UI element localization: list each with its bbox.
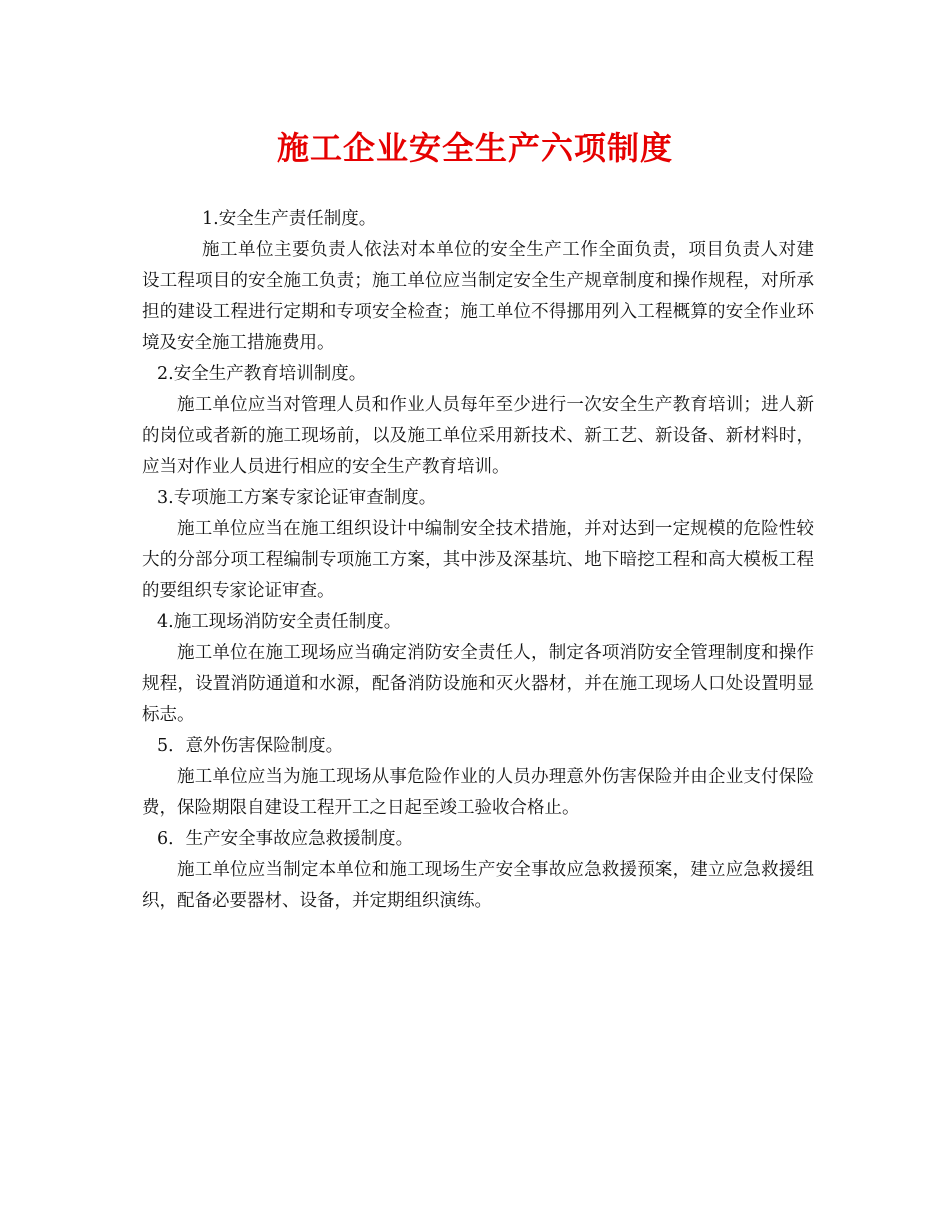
section-heading: 1.安全生产责任制度。 <box>202 209 377 229</box>
section-2 <box>142 359 814 483</box>
section-heading: 5．意外伤害保险制度。 <box>157 736 344 756</box>
section-6 <box>142 824 814 917</box>
section-paragraph: 施工单位应当为施工现场从事危险作业的人员办理意外伤害保险并由企业支付保险费，保险期限自建设工程开工之日起至竣工验收合格止。 <box>142 767 814 818</box>
section-3 <box>142 483 814 607</box>
section-1 <box>142 204 814 359</box>
section-5 <box>142 731 814 824</box>
section-paragraph: 施工单位在施工现场应当确定消防安全责任人，制定各项消防安全管理制度和操作规程，设置消防通道和水源，配备消防设施和灭火器材，并在施工现场人口处设置明显标志。 <box>142 643 814 725</box>
section-paragraph: 施工单位应当在施工组织设计中编制安全技术措施，并对达到一定规模的危险性较大的分部分项工程编制专项施工方案，其中涉及深基坑、地下暗挖工程和高大模板工程的要组织专家论证审查。 <box>142 519 814 601</box>
section-paragraph: 施工单位主要负责人依法对本单位的安全生产工作全面负责，项目负责人对建设工程项目的安全施工负责；施工单位应当制定安全生产规章制度和操作规程，对所承担的建设工程进行定期和专项安全检查；施工单位不得挪用列入工程概算的安全作业环境及安全施工措施费用。 <box>142 240 814 353</box>
section-heading: 4.施工现场消防安全责任制度。 <box>157 612 402 632</box>
section-heading: 6．生产安全事故应急救援制度。 <box>157 829 414 849</box>
section-paragraph: 施工单位应当对管理人员和作业人员每年至少进行一次安全生产教育培训；进人新的岗位或者新的施工现场前，以及施工单位采用新技术、新工艺、新设备、新材料时，应当对作业人员进行相应的安全生产教育培训。 <box>142 395 814 477</box>
document-title: 施工企业安全生产六项制度 <box>276 129 673 167</box>
section-4 <box>142 607 814 731</box>
section-heading: 3.专项施工方案专家论证审查制度。 <box>157 488 437 508</box>
document-body <box>142 204 814 917</box>
section-paragraph: 施工单位应当制定本单位和施工现场生产安全事故应急救援预案，建立应急救援组织，配备必要器材、设备，并定期组织演练。 <box>142 860 814 911</box>
section-heading: 2.安全生产教育培训制度。 <box>157 364 367 384</box>
